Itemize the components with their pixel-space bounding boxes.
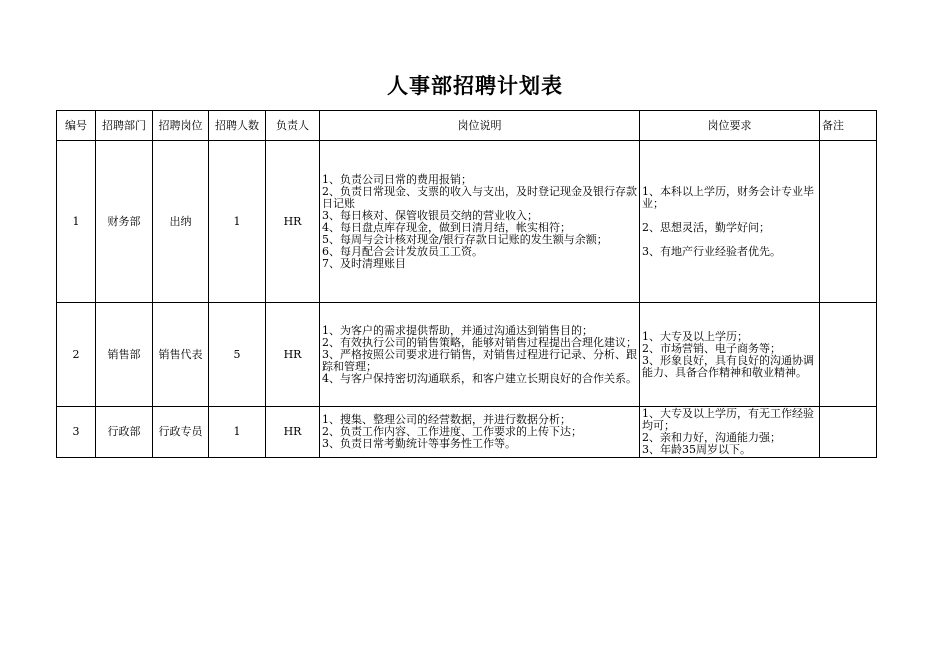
cell-position: 销售代表	[153, 303, 209, 407]
cell-owner: HR	[266, 303, 320, 407]
cell-note	[820, 303, 877, 407]
cell-desc	[320, 303, 640, 407]
cell-desc	[320, 141, 640, 303]
cell-position: 行政专员	[153, 407, 209, 458]
cell-dept: 销售部	[96, 303, 153, 407]
cell-req	[640, 303, 820, 407]
desc-line: 2、负责工作内容、工作进度、工作要求的上传下达；	[322, 425, 582, 438]
cell-note	[820, 407, 877, 458]
req-line: 3、年龄35周岁以下。	[642, 443, 751, 456]
table-row	[57, 407, 877, 458]
cell-owner: HR	[266, 141, 320, 303]
cell-dept: 财务部	[96, 141, 153, 303]
cell-position: 出纳	[153, 141, 209, 303]
desc-line: 1、搜集、整理公司的经营数据，并进行数据分析；	[322, 413, 571, 426]
desc-line: 1、为客户的需求提供帮助，并通过沟通达到销售目的；	[322, 323, 593, 337]
cell-req	[640, 141, 820, 303]
req-line: 1、大专及以上学历；	[642, 329, 748, 343]
req-line: 3、形象良好，具有良好的沟通协调能力、具备合作精神和敬业精神。	[642, 353, 814, 379]
desc-line: 6、每月配合会计发放员工工资。	[322, 244, 483, 258]
cell-count: 1	[209, 407, 266, 458]
page-title: 人事部招聘计划表	[387, 74, 563, 98]
desc-line: 3、严格按照公司要求进行销售，对销售过程进行记录、分析、跟踪和管理；	[322, 347, 637, 373]
req-line: 2、亲和力好，沟通能力强；	[642, 431, 781, 444]
desc-line: 7、及时清理账目	[322, 256, 406, 270]
header-row	[57, 111, 877, 141]
header-note: 备注	[820, 111, 877, 141]
cell-dept: 行政部	[96, 407, 153, 458]
req-spacer	[642, 210, 817, 222]
desc-line: 4、与客户保持密切沟通联系，和客户建立长期良好的合作关系。	[322, 371, 637, 385]
desc-line: 4、每日盘点库存现金，做到日清月结，帐实相符；	[322, 220, 571, 234]
req-spacer	[642, 234, 817, 246]
header-desc: 岗位说明	[320, 111, 640, 141]
req-line: 2、市场营销、电子商务等；	[642, 341, 781, 355]
req-line: 2、思想灵活，勤学好问；	[642, 220, 770, 234]
cell-req	[640, 407, 820, 458]
req-line: 1、大专及以上学历，有无工作经验均可；	[642, 407, 814, 432]
cell-count: 5	[209, 303, 266, 407]
table-row	[57, 141, 877, 303]
header-position: 招聘岗位	[153, 111, 209, 141]
desc-line: 2、负责日常现金、支票的收入与支出，及时登记现金及银行存款日记账	[322, 184, 637, 210]
table-row	[57, 303, 877, 407]
req-line: 3、有地产行业经验者优先。	[642, 244, 781, 258]
cell-no: 1	[57, 141, 96, 303]
cell-count: 1	[209, 141, 266, 303]
req-line: 1、本科以上学历，财务会计专业毕业；	[642, 184, 814, 210]
header-owner: 负责人	[266, 111, 320, 141]
cell-no: 2	[57, 303, 96, 407]
recruitment-table	[56, 110, 877, 458]
header-count: 招聘人数	[209, 111, 266, 141]
desc-line: 5、每周与会计核对现金/银行存款日记账的发生额与余额；	[322, 232, 608, 246]
cell-note	[820, 141, 877, 303]
desc-line: 3、负责日常考勤统计等事务性工作等。	[322, 437, 516, 450]
cell-owner: HR	[266, 407, 320, 458]
header-req: 岗位要求	[640, 111, 820, 141]
desc-line: 2、有效执行公司的销售策略，能够对销售过程提出合理化建议；	[322, 335, 637, 349]
header-no: 编号	[57, 111, 96, 141]
desc-line: 1、负责公司日常的费用报销；	[322, 172, 472, 186]
cell-desc	[320, 407, 640, 458]
cell-no: 3	[57, 407, 96, 458]
header-dept: 招聘部门	[96, 111, 153, 141]
desc-line: 3、每日核对、保管收银员交纳的营业收入；	[322, 208, 538, 222]
